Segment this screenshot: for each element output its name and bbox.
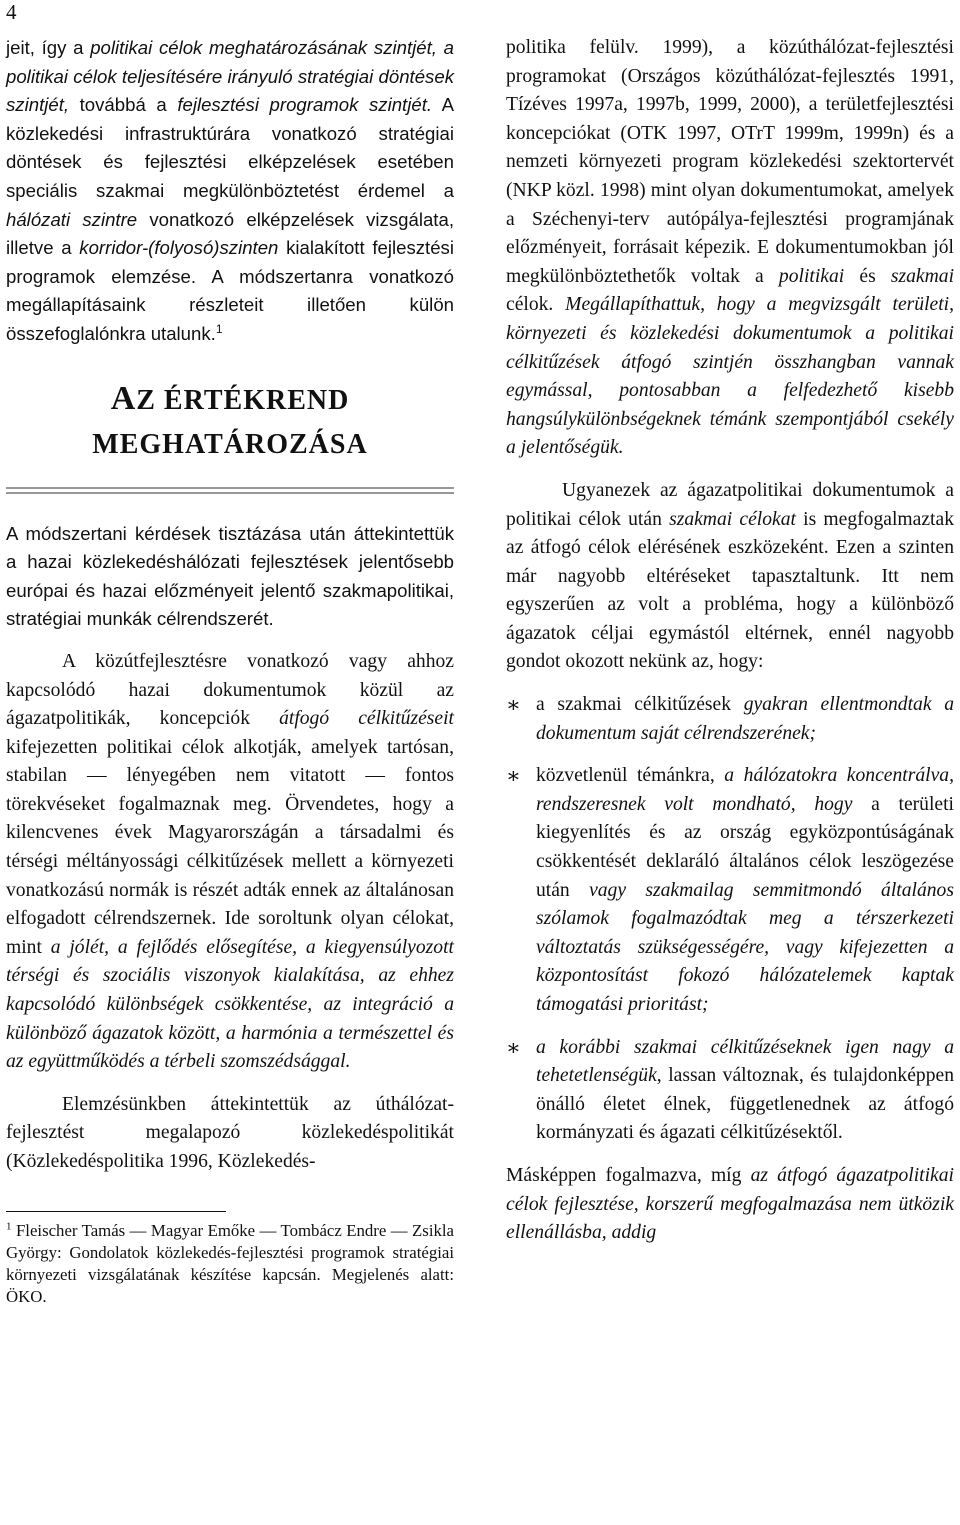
list-item (506, 762, 954, 1019)
text: A közútfejlesztésre vonatkozó vagy ahhoz kapcsolódó hazai dokumentumok közül az ágazatpolitikák, koncepciók (6, 650, 454, 730)
intro-runs (6, 37, 454, 344)
page-number: 4 (6, 0, 17, 24)
footnote-ref: 1 (215, 321, 223, 336)
italic-text: fejlesztési programok szintjét. (177, 94, 433, 116)
asterisk-icon: ∗ (506, 692, 521, 718)
asterisk-icon: ∗ (506, 763, 521, 789)
text: vonatkozó elképzelések vizsgálata, illetve a (6, 208, 454, 259)
footnote: $^1$ Fleischer Tamás — Magyar Emőke — Tombácz Endre — Zsikla György: Gondolatok közlekedés-fejlesztési programok stratégiai környezeti vizsgálatának készítése kapcsán. Megjelenés alatt: ÖKO. (6, 1220, 454, 1306)
asterisk-icon: ∗ (506, 1034, 521, 1060)
right-column (506, 34, 954, 1248)
italic-text: átfogó célkitűzéseit (279, 708, 454, 730)
text: kifejezetten politikai célok alkotják, amelyek tartósan, stabilan — lényegében nem vitatott — fontos törekvéseket fogalmaznak meg. Örvendetes, hogy a kilencvenes évek Magyarországán a társadalmi és térségi méltányossági célkitűzések mellett a környezeti vonatkozású normák is részét adták ennek az általánosan elfogadott célrendszernek. Ide soroltunk olyan célokat, mint (6, 736, 454, 958)
section-heading: AZ ÉRTÉKREND MEGHATÁROZÁSA (92, 379, 368, 460)
left-column (6, 34, 454, 1308)
text: politika felülv. 1999), a közúthálózat-fejlesztési programokat (Országos közúthálózat-fejlesztés 1991, Tízéves 1997a, 1997b, 1999, 2000), a területfejlesztési koncepciókat (OTK 1997, OTrT 1999m, 1999n) és a nemzeti környezeti program közlekedési szektortervét (NKP közl. 1998) mint olyan dokumentumokat, amelyek a Széchenyi-terv autópálya-fejlesztési programjának előzményeit, forrásait képezik. E dokumentumokban jól megkülönböztethetők voltak a (506, 37, 954, 287)
italic-text: az átfogó ágazatpolitikai célok fejlesztése, korszerű megfogalmazása nem ütközik ellenállásba, addig (506, 1164, 954, 1244)
text: továbbá a (69, 94, 178, 116)
methodology-paragraph: A módszertani kérdések tisztázása után áttekintettük a hazai közlekedéshálózati fejlesztések jelentősebb európai és hazai előzményeit jelentő szakmapolitikai, stratégiai munkák célrendszerét. (6, 522, 454, 630)
road-development-paragraph (6, 648, 454, 1077)
closing-paragraph (506, 1162, 954, 1248)
italic-text: hálózati szintre (6, 208, 138, 230)
text: közvetlenül témánkra, (536, 765, 725, 787)
text: a szakmai célkitűzések (536, 694, 744, 716)
text: A közlekedési infrastruktúrára vonatkozó stratégiai döntések és fejlesztési elképzelések esetében speciális szakmai megkülönböztetést érdemel a (6, 94, 454, 201)
intro-paragraph (6, 34, 454, 349)
italic-text: szakmai célokat (669, 508, 796, 530)
footnote-rule (6, 1211, 226, 1212)
text: lassan változnak, és tulajdonképpen önálló életet élnek, függetlenednek az átfogó kormányzati és ágazati célkitűzésektől. (536, 1065, 954, 1144)
italic-text: a hálózatokra koncentrálva, rendszeresnek volt mondható, hogy (536, 765, 954, 815)
text: Ugyanezek az ágazatpolitikai dokumentumok a politikai célok után (506, 479, 954, 530)
italic-text: a jólét, a fejlődés elősegítése, a kiegyensúlyozott térségi és szociális viszonyok kialakítása, az ehhez kapcsolódó különbségek csökkentése, az integráció a különböző ágazatok között, a harmónia a természettel és az együttműködés a térbeli szomszédsággal. (6, 936, 454, 1073)
documents-paragraph (506, 34, 954, 463)
italic-text: vagy szakmailag semmitmondó általános szólamok fogalmazódtak meg a térszerkezeti változtatás szükségességére, vagy kifejezetten a központosítást fokozó hálózatelemek kaptak támogatási prioritást; (536, 879, 954, 1015)
italic-text: politikai (778, 265, 845, 287)
text: kialakított fejlesztési programok elemzése. A módszertanra vonatkozó megállapításaink részleteit illetően külön összefoglalónkra utalunk. (6, 237, 454, 344)
problem-list (506, 691, 954, 1148)
list-item (506, 691, 954, 748)
text: jeit, így a (6, 37, 91, 58)
italic-text: politikai célok meghatározásának szintjét, a politikai célok teljesítésére irányuló stratégiai döntések szintjét, (6, 37, 455, 116)
list-item (506, 1034, 954, 1148)
italic-text: korridor-(folyosó)szinten (79, 237, 279, 259)
italic-text: gyakran ellentmondtak a dokumentum saját célrendszerének; (536, 694, 954, 744)
text: Másképpen fogalmazva, míg (506, 1164, 751, 1186)
italic-text: a korábbi szakmai célkitűzéseknek igen nagy a tehetetlenségük, (536, 1036, 954, 1087)
text: is megfogalmaztak az átfogó célok elérésének eszközeként. Ezen a szinten már nagyobb eltéréseket tapasztaltunk. Itt nem egyszerűen az volt a probléma, hogy a különböző ágazatok céljai egymástól eltérnek, ennél nagyobb gondot okozott nekünk az, hogy: (506, 508, 954, 673)
italic-text: szakmai (890, 265, 955, 287)
section-heading-block (6, 377, 454, 494)
analysis-paragraph: Elemzésünkben áttekintettük az úthálózat-fejlesztést megalapozó közlekedéspolitikát (Közlekedéspolitika 1996, Közlekedés- (6, 1093, 454, 1172)
text: a területi kiegyenlítés és az ország egyközpontúságának csökkentését deklaráló általános célok leszögezése után (536, 793, 955, 901)
text: és (844, 265, 891, 287)
text: célok. (506, 294, 566, 316)
professional-goals-paragraph (506, 477, 954, 677)
italic-text: Megállapíthattuk, hogy a megvizsgált területi, környezeti és közlekedési dokumentumok a politikai célkitűzések átfogó szintjén összhangban vannak egymással, pontosabban a felfedezhető kisebb hangsúlykülönbségeknek témánk szempontjából csekély a jelentőségük. (506, 294, 954, 459)
